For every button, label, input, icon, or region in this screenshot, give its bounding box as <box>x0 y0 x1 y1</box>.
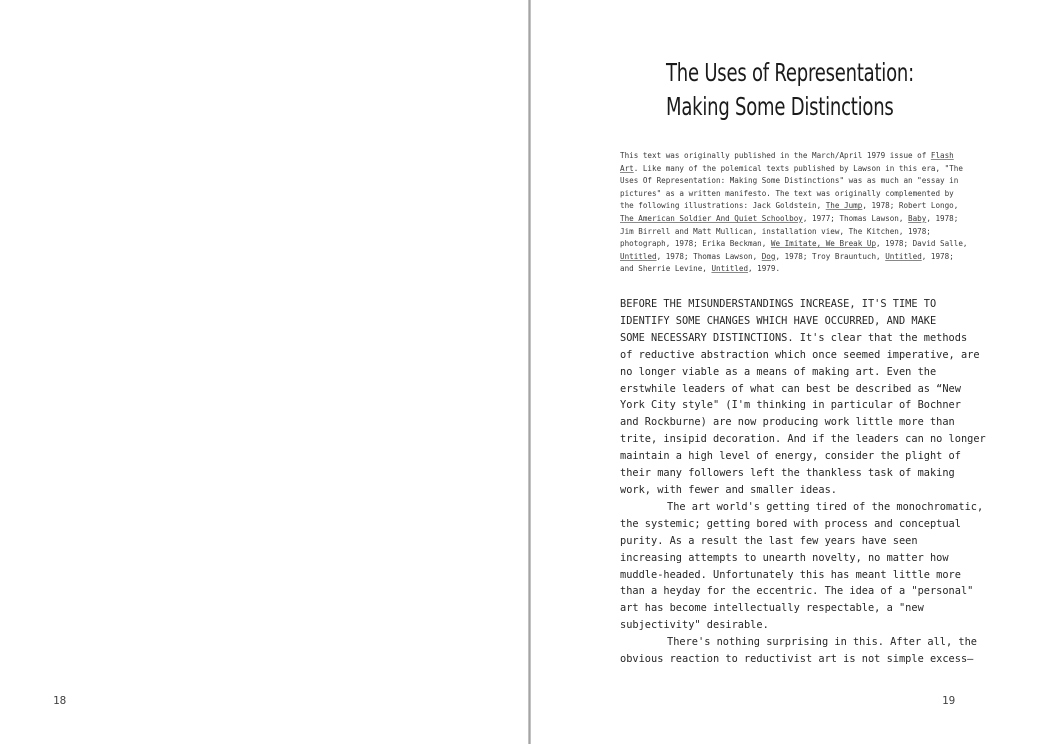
essay-body-line: work, with fewer and smaller ideas. <box>620 483 837 496</box>
note-text: Uses Of Representation: Making Some Distinctions" was as much an "essay in <box>620 176 959 186</box>
artwork-title: Art <box>620 163 634 173</box>
essay-body-line: The art world's getting tired of the monochromatic, <box>667 500 984 513</box>
essay-body-line: muddle-headed. Unfortunately this has meant little more <box>620 568 961 581</box>
editorial-note-line <box>620 226 1005 239</box>
artwork-title: The Jump <box>825 201 863 211</box>
artwork-title: Dog <box>761 251 776 261</box>
artwork-title: The American Soldier And Quiet Schoolboy <box>620 213 803 223</box>
editorial-note-line <box>620 200 1005 213</box>
note-text: , 1979. <box>748 264 781 274</box>
note-text: , 1978; <box>926 213 959 223</box>
editorial-note-line <box>620 150 1005 163</box>
artwork-title: Flash <box>930 151 954 160</box>
note-text: This text was originally published in the March/April 1979 issue of <box>620 151 931 160</box>
left-page <box>0 0 528 744</box>
essay-body-line: of reductive abstraction which once seemed imperative, are <box>620 348 980 361</box>
essay-body-line: their many followers left the thankless task of making <box>620 467 955 480</box>
essay-body-line: obvious reaction to reductivist art is not simple excess— <box>620 653 974 666</box>
essay-title-line: Making Some Distinctions <box>666 92 894 121</box>
editorial-note-line <box>620 188 1005 201</box>
essay-body-line: SOME NECESSARY DISTINCTIONS. It's clear that the methods <box>620 331 968 344</box>
right-page-number: 19 <box>942 694 956 707</box>
essay-body-line: BEFORE THE MISUNDERSTANDINGS INCREASE, IT'S TIME TO <box>620 298 937 310</box>
essay-title <box>666 56 914 124</box>
essay-body-line: erstwhile leaders of what can best be described as “New <box>620 382 961 395</box>
artwork-title: We Imitate, We Break Up <box>770 239 877 249</box>
essay-body-line: the systemic; getting bored with process and conceptual <box>620 517 961 530</box>
note-text: , 1978; Robert Longo, <box>862 201 959 211</box>
left-page-number: 18 <box>53 694 67 707</box>
essay-body-line: and Rockburne) are now producing work little more than <box>620 416 955 429</box>
artwork-title: Untitled <box>620 251 657 261</box>
editorial-note-line <box>620 163 1005 176</box>
note-text: , 1977; Thomas Lawson, <box>802 213 909 223</box>
essay-body-line: than a heyday for the eccentric. The idea of a "personal" <box>620 585 974 598</box>
editorial-note-line <box>620 238 1005 251</box>
note-text: , 1978; <box>921 251 954 261</box>
essay-body-line: purity. As a result the last few years have seen <box>620 534 918 547</box>
essay-title-line: The Uses of Representation: <box>666 58 914 87</box>
essay-body-line: IDENTIFY SOME CHANGES WHICH HAVE OCCURRED, AND MAKE <box>620 314 937 327</box>
note-text: Jim Birrell and Matt Mullican, installation view, The Kitchen, 1978; <box>620 226 931 236</box>
note-text: the following illustrations: Jack Goldstein, <box>620 201 826 211</box>
essay-body-line: There's nothing surprising in this. After all, the <box>667 636 977 649</box>
essay-body <box>620 296 1010 668</box>
essay-body-line: York City style" (I'm thinking in particular of Bochner <box>620 399 961 412</box>
note-text: , 1978; Thomas Lawson, <box>656 251 762 261</box>
essay-body-line: maintain a high level of energy, consider the plight of <box>620 450 961 463</box>
note-text: photograph, 1978; Erika Beckman, <box>620 239 771 249</box>
editorial-note-line <box>620 251 1005 264</box>
editorial-note <box>620 150 1005 276</box>
editorial-note-line <box>620 213 1005 226</box>
note-text: pictures" as a written manifesto. The text was originally complemented by <box>620 188 954 198</box>
artwork-title: Untitled <box>885 251 922 261</box>
essay-body-line: trite, insipid decoration. And if the leaders can no longer <box>620 433 986 446</box>
essay-body-line: subjectivity" desirable. <box>620 619 769 632</box>
note-text: . Like many of the polemical texts published by Lawson in this era, "The <box>633 163 963 173</box>
essay-body-line: art has become intellectually respectable, a "new <box>620 602 924 615</box>
note-text: , 1978; David Salle, <box>876 239 968 249</box>
editorial-note-line <box>620 263 1005 276</box>
note-text: , 1978; Troy Brauntuch, <box>775 251 886 261</box>
essay-body-line: increasing attempts to unearth novelty, no matter how <box>620 551 949 564</box>
editorial-note-line <box>620 175 1005 188</box>
artwork-title: Baby <box>908 213 927 223</box>
artwork-title: Untitled <box>711 264 749 274</box>
note-text: and Sherrie Levine, <box>620 264 712 274</box>
essay-body-line: no longer viable as a means of making art. Even the <box>620 365 937 378</box>
